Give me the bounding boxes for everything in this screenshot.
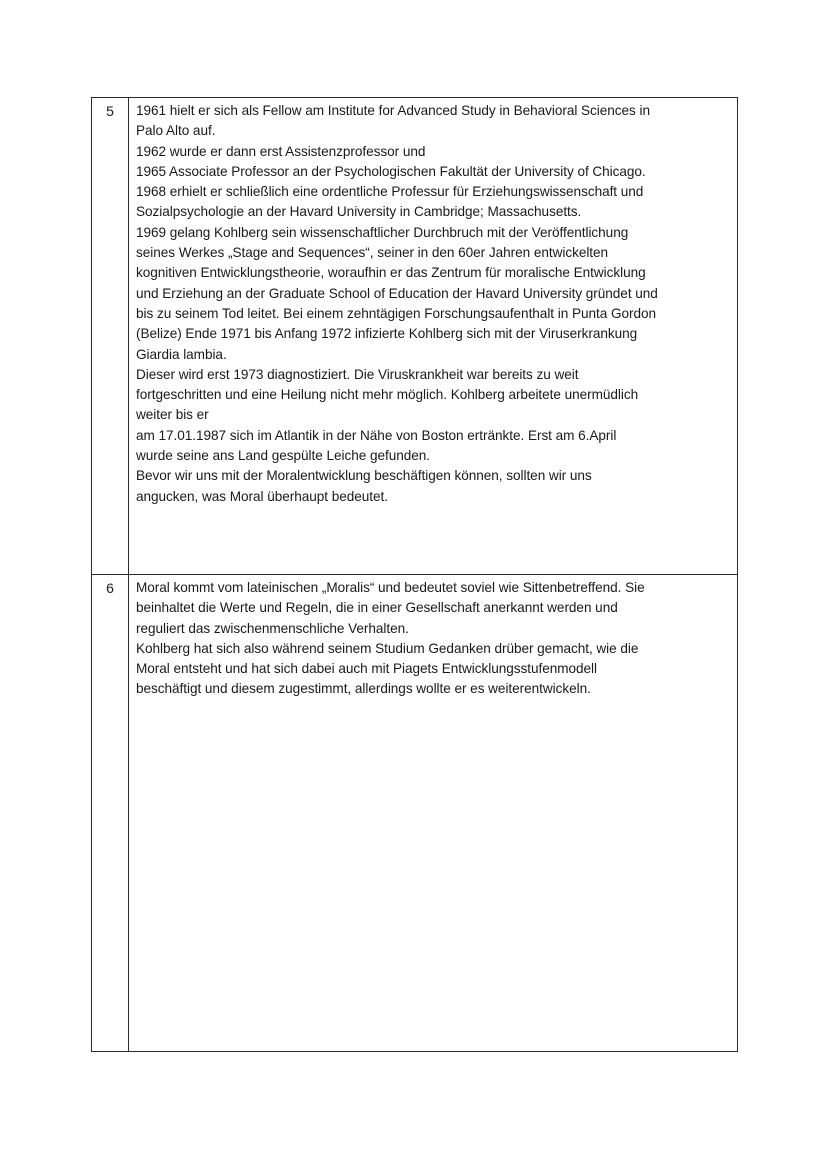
text-line: beschäftigt und diesem zugestimmt, allerdings wollte er es weiterentwickeln. bbox=[136, 681, 591, 697]
row-text bbox=[129, 98, 738, 575]
text-line: Kohlberg hat sich also während seinem Studium Gedanken drüber gemacht, wie die bbox=[136, 640, 639, 656]
text-line: bis zu seinem Tod leitet. Bei einem zehntägigen Forschungsaufenthalt in Punta Gordon bbox=[136, 305, 656, 321]
text-line: beinhaltet die Werte und Regeln, die in einer Gesellschaft anerkannt werden und bbox=[136, 600, 618, 616]
text-line: 1968 erhielt er schließlich eine ordentliche Professur für Erziehungswissenschaft und bbox=[136, 184, 644, 200]
text-line: Moral entsteht und hat sich dabei auch mit Piagets Entwicklungsstufenmodell bbox=[136, 661, 597, 677]
text-line: fortgeschritten und eine Heilung nicht mehr möglich. Kohlberg arbeitete unermüdlich bbox=[136, 387, 639, 403]
text-line: (Belize) Ende 1971 bis Anfang 1972 infizierte Kohlberg sich mit der Viruserkrankung bbox=[136, 326, 638, 342]
row-number: 6 bbox=[92, 575, 129, 1052]
text-line: Bevor wir uns mit der Moralentwicklung beschäftigen können, sollten wir uns bbox=[136, 468, 592, 484]
text-line: wurde seine ans Land gespülte Leiche gefunden. bbox=[136, 448, 430, 464]
text-line: angucken, was Moral überhaupt bedeutet. bbox=[136, 488, 388, 504]
text-line: Moral kommt vom lateinischen „Moralis“ und bedeutet soviel wie Sittenbetreffend. Sie bbox=[136, 580, 645, 595]
table-row bbox=[92, 98, 738, 575]
text-line: 1965 Associate Professor an der Psychologischen Fakultät der University of Chicago. bbox=[136, 163, 646, 179]
table-row bbox=[92, 575, 738, 1052]
text-line: kognitiven Entwicklungstheorie, woraufhin er das Zentrum für moralische Entwicklung bbox=[136, 265, 646, 281]
row-number: 5 bbox=[92, 98, 129, 575]
text-line: 1969 gelang Kohlberg sein wissenschaftlicher Durchbruch mit der Veröffentlichung bbox=[136, 224, 629, 240]
text-line: und Erziehung an der Graduate School of Education der Havard University gründet und bbox=[136, 285, 658, 301]
text-line: 1962 wurde er dann erst Assistenzprofessor und bbox=[136, 143, 426, 159]
row-text bbox=[129, 575, 738, 1052]
text-line: Palo Alto auf. bbox=[136, 123, 216, 139]
text-line: seines Werkes „Stage and Sequences“, seiner in den 60er Jahren entwickelten bbox=[136, 245, 609, 261]
document-table bbox=[91, 97, 738, 1052]
text-line: Giardia lambia. bbox=[136, 346, 227, 362]
text-line: 1961 hielt er sich als Fellow am Institute for Advanced Study in Behavioral Sciences in bbox=[136, 103, 650, 118]
text-line: Dieser wird erst 1973 diagnostiziert. Die Viruskrankheit war bereits zu weit bbox=[136, 366, 579, 382]
text-line: reguliert das zwischenmenschliche Verhalten. bbox=[136, 620, 409, 636]
text-line: am 17.01.1987 sich im Atlantik in der Nähe von Boston ertränkte. Erst am 6.April bbox=[136, 427, 617, 443]
text-line: Sozialpsychologie an der Havard University in Cambridge; Massachusetts. bbox=[136, 204, 582, 220]
text-line: weiter bis er bbox=[136, 407, 209, 423]
